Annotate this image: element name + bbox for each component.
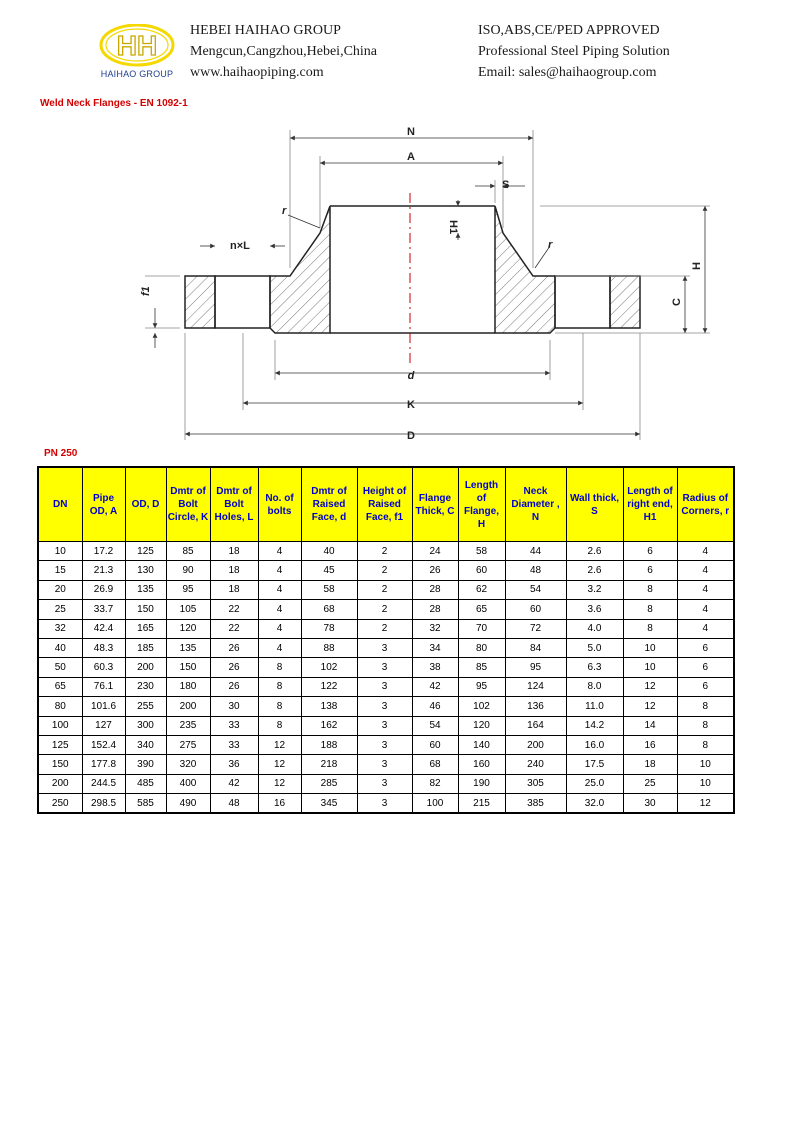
column-header: Neck Diameter , N	[505, 467, 566, 542]
table-cell: 585	[125, 794, 166, 814]
table-cell: 100	[38, 716, 82, 735]
table-cell: 3.6	[566, 600, 623, 619]
table-cell: 3.2	[566, 580, 623, 599]
table-cell: 215	[458, 794, 505, 814]
column-header: Dmtr of Raised Face, d	[301, 467, 357, 542]
table-cell: 82	[412, 774, 458, 793]
table-cell: 60	[458, 561, 505, 580]
column-header: Dmtr of Bolt Holes, L	[210, 467, 258, 542]
table-cell: 345	[301, 794, 357, 814]
table-body	[38, 542, 734, 814]
table-cell: 218	[301, 755, 357, 774]
table-cell: 68	[301, 600, 357, 619]
table-cell: 6	[677, 638, 734, 657]
table-cell: 84	[505, 638, 566, 657]
table-cell: 390	[125, 755, 166, 774]
table-cell: 8	[623, 580, 677, 599]
table-cell: 4	[258, 580, 301, 599]
table-cell: 122	[301, 677, 357, 696]
table-cell: 10	[38, 542, 82, 561]
table-cell: 14	[623, 716, 677, 735]
table-cell: 6	[677, 677, 734, 696]
table-cell: 85	[166, 542, 210, 561]
table-cell: 12	[623, 677, 677, 696]
table-cell: 30	[623, 794, 677, 814]
table-cell: 48	[210, 794, 258, 814]
table-cell: 42	[210, 774, 258, 793]
table-cell: 12	[258, 774, 301, 793]
table-row	[38, 638, 734, 657]
company-logo	[98, 24, 176, 80]
table-row	[38, 658, 734, 677]
table-cell: 120	[166, 619, 210, 638]
table-cell: 95	[166, 580, 210, 599]
table-cell: 12	[623, 697, 677, 716]
table-cell: 54	[505, 580, 566, 599]
column-header: Pipe OD, A	[82, 467, 125, 542]
table-cell: 46	[412, 697, 458, 716]
contact-email[interactable]: Email: sales@haihaogroup.com	[478, 65, 657, 80]
table-cell: 10	[677, 774, 734, 793]
table-cell: 10	[677, 755, 734, 774]
table-cell: 72	[505, 619, 566, 638]
table-cell: 65	[38, 677, 82, 696]
table-cell: 485	[125, 774, 166, 793]
table-cell: 16	[258, 794, 301, 814]
table-cell: 298.5	[82, 794, 125, 814]
table-cell: 80	[38, 697, 82, 716]
table-cell: 2.6	[566, 561, 623, 580]
table-cell: 36	[210, 755, 258, 774]
table-cell: 32	[412, 619, 458, 638]
table-cell: 68	[412, 755, 458, 774]
dim-label-H: H	[691, 262, 703, 270]
dim-label-K: K	[407, 399, 415, 411]
table-cell: 120	[458, 716, 505, 735]
table-cell: 188	[301, 735, 357, 754]
table-cell: 18	[210, 580, 258, 599]
dim-label-H1: H1	[447, 220, 459, 235]
column-header: Height of Raised Face, f1	[357, 467, 412, 542]
table-cell: 135	[166, 638, 210, 657]
table-cell: 250	[38, 794, 82, 814]
table-cell: 8	[258, 677, 301, 696]
company-address: Mengcun,Cangzhou,Hebei,China	[190, 44, 378, 59]
logo-icon	[98, 24, 176, 70]
table-cell: 180	[166, 677, 210, 696]
table-cell: 185	[125, 638, 166, 657]
column-header: No. of bolts	[258, 467, 301, 542]
table-cell: 2	[357, 600, 412, 619]
table-cell: 40	[301, 542, 357, 561]
table-cell: 3	[357, 755, 412, 774]
table-row	[38, 755, 734, 774]
table-cell: 62	[458, 580, 505, 599]
table-cell: 4	[258, 542, 301, 561]
table-cell: 10	[623, 638, 677, 657]
table-cell: 42	[412, 677, 458, 696]
table-cell: 130	[125, 561, 166, 580]
table-cell: 8	[623, 600, 677, 619]
dim-label-nxL: n×L	[230, 240, 250, 252]
table-cell: 3	[357, 638, 412, 657]
table-cell: 125	[125, 542, 166, 561]
table-cell: 244.5	[82, 774, 125, 793]
table-cell: 124	[505, 677, 566, 696]
table-cell: 235	[166, 716, 210, 735]
table-cell: 33.7	[82, 600, 125, 619]
table-cell: 400	[166, 774, 210, 793]
table-cell: 8	[677, 735, 734, 754]
table-cell: 200	[505, 735, 566, 754]
table-cell: 2	[357, 561, 412, 580]
table-cell: 385	[505, 794, 566, 814]
table-cell: 60	[412, 735, 458, 754]
table-cell: 152.4	[82, 735, 125, 754]
table-cell: 28	[412, 580, 458, 599]
column-header: Length of right end, H1	[623, 467, 677, 542]
approvals: ISO,ABS,CE/PED APPROVED	[478, 23, 660, 38]
header-row	[38, 467, 734, 542]
table-row	[38, 542, 734, 561]
table-cell: 18	[623, 755, 677, 774]
table-cell: 100	[412, 794, 458, 814]
column-header: DN	[38, 467, 82, 542]
table-cell: 25.0	[566, 774, 623, 793]
table-row	[38, 619, 734, 638]
certification-info	[478, 20, 670, 83]
table-cell: 48	[505, 561, 566, 580]
table-cell: 8	[258, 716, 301, 735]
table-cell: 33	[210, 735, 258, 754]
table-cell: 8	[677, 716, 734, 735]
table-cell: 8	[623, 619, 677, 638]
table-cell: 85	[458, 658, 505, 677]
table-cell: 3	[357, 774, 412, 793]
table-cell: 4	[677, 542, 734, 561]
company-website[interactable]: www.haihaopiping.com	[190, 65, 324, 80]
table-cell: 65	[458, 600, 505, 619]
table-cell: 88	[301, 638, 357, 657]
dim-label-D: D	[407, 430, 415, 442]
table-cell: 78	[301, 619, 357, 638]
table-cell: 25	[623, 774, 677, 793]
table-cell: 4	[258, 561, 301, 580]
pressure-class-label: PN 250	[44, 448, 78, 459]
tagline: Professional Steel Piping Solution	[478, 44, 670, 59]
table-cell: 70	[458, 619, 505, 638]
table-cell: 162	[301, 716, 357, 735]
table-cell: 38	[412, 658, 458, 677]
table-cell: 2	[357, 619, 412, 638]
table-cell: 200	[38, 774, 82, 793]
table-row	[38, 580, 734, 599]
table-cell: 21.3	[82, 561, 125, 580]
table-cell: 8	[258, 697, 301, 716]
table-cell: 15	[38, 561, 82, 580]
table-cell: 26	[210, 677, 258, 696]
table-cell: 4	[258, 619, 301, 638]
table-cell: 18	[210, 542, 258, 561]
table-cell: 127	[82, 716, 125, 735]
flange-drawing	[140, 118, 720, 448]
column-header: Length of Flange, H	[458, 467, 505, 542]
table-cell: 135	[125, 580, 166, 599]
table-cell: 240	[505, 755, 566, 774]
logo-letters: HH	[116, 30, 158, 61]
column-header: Radius of Corners, r	[677, 467, 734, 542]
table-cell: 32.0	[566, 794, 623, 814]
table-row	[38, 561, 734, 580]
table-cell: 4	[677, 600, 734, 619]
table-cell: 32	[38, 619, 82, 638]
table-cell: 11.0	[566, 697, 623, 716]
table-cell: 90	[166, 561, 210, 580]
table-cell: 54	[412, 716, 458, 735]
table-cell: 8	[677, 697, 734, 716]
column-header: Dmtr of Bolt Circle, K	[166, 467, 210, 542]
table-cell: 164	[505, 716, 566, 735]
dim-label-r-right: r	[548, 239, 553, 251]
table-cell: 150	[125, 600, 166, 619]
table-cell: 12	[258, 735, 301, 754]
table-cell: 17.2	[82, 542, 125, 561]
table-cell: 255	[125, 697, 166, 716]
dim-label-A: A	[407, 151, 415, 163]
table-cell: 6	[623, 561, 677, 580]
table-cell: 17.5	[566, 755, 623, 774]
table-cell: 34	[412, 638, 458, 657]
table-cell: 3	[357, 735, 412, 754]
column-header: Flange Thick, C	[412, 467, 458, 542]
table-cell: 300	[125, 716, 166, 735]
table-cell: 105	[166, 600, 210, 619]
table-cell: 22	[210, 600, 258, 619]
table-cell: 25	[38, 600, 82, 619]
table-cell: 138	[301, 697, 357, 716]
table-cell: 12	[677, 794, 734, 814]
table-cell: 26.9	[82, 580, 125, 599]
table-cell: 285	[301, 774, 357, 793]
table-cell: 275	[166, 735, 210, 754]
table-row	[38, 794, 734, 814]
table-cell: 4	[258, 638, 301, 657]
table-cell: 101.6	[82, 697, 125, 716]
table-cell: 165	[125, 619, 166, 638]
table-cell: 3	[357, 794, 412, 814]
table-cell: 58	[458, 542, 505, 561]
table-cell: 14.2	[566, 716, 623, 735]
table-cell: 26	[210, 658, 258, 677]
table-cell: 6.3	[566, 658, 623, 677]
table-cell: 4	[677, 619, 734, 638]
table-cell: 80	[458, 638, 505, 657]
table-row	[38, 600, 734, 619]
table-cell: 33	[210, 716, 258, 735]
table-cell: 102	[301, 658, 357, 677]
flange-spec-table	[37, 466, 735, 814]
table-row	[38, 774, 734, 793]
company-info	[190, 20, 377, 83]
table-cell: 30	[210, 697, 258, 716]
table-cell: 200	[166, 697, 210, 716]
table-cell: 50	[38, 658, 82, 677]
table-cell: 4	[677, 561, 734, 580]
table-cell: 6	[623, 542, 677, 561]
table-cell: 22	[210, 619, 258, 638]
table-cell: 76.1	[82, 677, 125, 696]
table-cell: 3	[357, 658, 412, 677]
flange-section-left	[185, 206, 330, 333]
table-cell: 5.0	[566, 638, 623, 657]
table-cell: 24	[412, 542, 458, 561]
table-cell: 2.6	[566, 542, 623, 561]
table-cell: 18	[210, 561, 258, 580]
table-cell: 3	[357, 716, 412, 735]
dim-label-d: d	[407, 370, 415, 382]
table-cell: 150	[166, 658, 210, 677]
column-header: Wall thick, S	[566, 467, 623, 542]
table-row	[38, 716, 734, 735]
table-cell: 95	[505, 658, 566, 677]
table-cell: 60	[505, 600, 566, 619]
table-row	[38, 677, 734, 696]
table-cell: 8.0	[566, 677, 623, 696]
dim-label-f1: f1	[140, 286, 152, 296]
table-cell: 58	[301, 580, 357, 599]
table-cell: 320	[166, 755, 210, 774]
table-cell: 26	[412, 561, 458, 580]
table-cell: 490	[166, 794, 210, 814]
dim-label-S: S	[502, 179, 510, 191]
table-cell: 45	[301, 561, 357, 580]
table-cell: 48.3	[82, 638, 125, 657]
table-cell: 2	[357, 580, 412, 599]
table-cell: 42.4	[82, 619, 125, 638]
table-cell: 40	[38, 638, 82, 657]
dim-label-C: C	[671, 298, 683, 306]
table-cell: 136	[505, 697, 566, 716]
table-cell: 6	[677, 658, 734, 677]
table-cell: 177.8	[82, 755, 125, 774]
table-cell: 95	[458, 677, 505, 696]
company-name: HEBEI HAIHAO GROUP	[190, 23, 341, 38]
table-cell: 12	[258, 755, 301, 774]
dim-label-r-left: r	[282, 205, 287, 217]
table-header	[38, 467, 734, 542]
table-row	[38, 735, 734, 754]
table-cell: 60.3	[82, 658, 125, 677]
table-cell: 8	[258, 658, 301, 677]
table-cell: 20	[38, 580, 82, 599]
table-cell: 3	[357, 677, 412, 696]
table-cell: 125	[38, 735, 82, 754]
dim-label-N: N	[407, 126, 415, 138]
logo-caption: HAIHAO GROUP	[100, 69, 174, 79]
table-cell: 44	[505, 542, 566, 561]
table-cell: 190	[458, 774, 505, 793]
table-cell: 340	[125, 735, 166, 754]
table-cell: 4.0	[566, 619, 623, 638]
column-header: OD, D	[125, 467, 166, 542]
table-cell: 150	[38, 755, 82, 774]
table-cell: 4	[677, 580, 734, 599]
table-cell: 3	[357, 697, 412, 716]
table-cell: 305	[505, 774, 566, 793]
table-cell: 140	[458, 735, 505, 754]
table-cell: 16.0	[566, 735, 623, 754]
table-cell: 200	[125, 658, 166, 677]
flange-section-right	[495, 206, 640, 333]
table-cell: 28	[412, 600, 458, 619]
table-row	[38, 697, 734, 716]
table-cell: 230	[125, 677, 166, 696]
table-cell: 10	[623, 658, 677, 677]
table-cell: 102	[458, 697, 505, 716]
table-cell: 160	[458, 755, 505, 774]
table-cell: 2	[357, 542, 412, 561]
table-cell: 26	[210, 638, 258, 657]
table-cell: 4	[258, 600, 301, 619]
table-cell: 16	[623, 735, 677, 754]
document-title: Weld Neck Flanges - EN 1092-1	[40, 98, 188, 109]
